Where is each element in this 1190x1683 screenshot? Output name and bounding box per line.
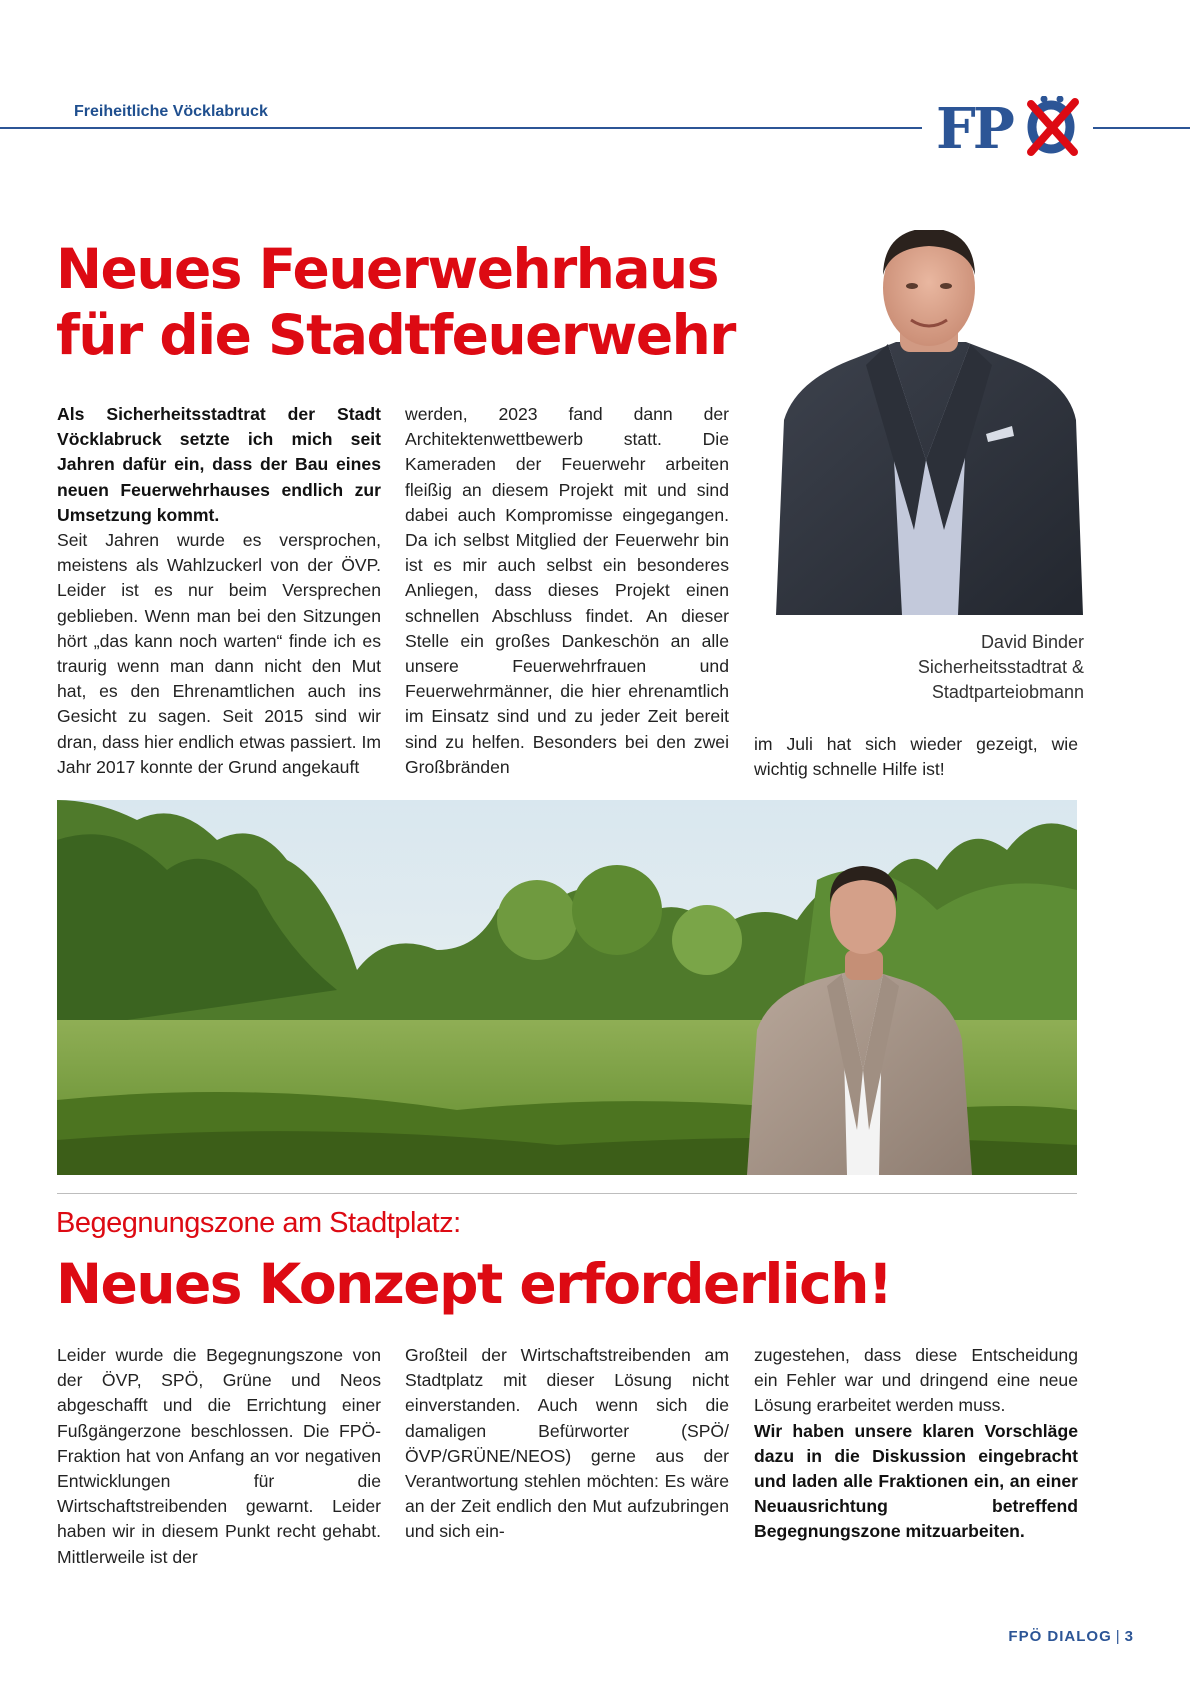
- portrait-photo: [776, 230, 1083, 615]
- footer-separator: |: [1115, 1628, 1121, 1645]
- article-column-3-text: zugestehen, dass diese Entscheidung ein Fehler war und dringend eine neue Lösung erarbeitet werden muss.: [754, 1345, 1078, 1416]
- logo-letters: FP: [936, 96, 1012, 158]
- header-rule-right: [1093, 127, 1190, 129]
- article-closing-bold: Wir haben unsere klaren Vorschläge dazu in die Diskussion eingebracht und laden alle Fraktionen ein, an einer Neuausrichtung betreffend Begegnungszone mitzuarbeiten.: [754, 1420, 1078, 1542]
- footer-label: FPÖ DIALOG: [1008, 1628, 1112, 1645]
- site-photo: [57, 800, 1077, 1175]
- article-title: Neues Konzept erforderlich!: [56, 1252, 892, 1316]
- article-column-1-text: Leider wurde die Begegnungszone von der ÖVP, SPÖ, Grüne und Neos abgeschafft und die Errichtung einer Fußgängerzone beschlossen. Die FPÖ-Fraktion hat von Anfang an vor negativen Entwicklungen für die Wirtschaftstreibenden gewarnt. Leider haben wir in diesem Punkt recht gehabt. Mittlerweile ist der: [57, 1345, 381, 1567]
- article-column-2-text: werden, 2023 fand dann der Architektenwettbewerb statt. Die Kameraden der Feuerwehr arbeiten fleißig an diesem Projekt mit und sind dabei auch Kompromisse eingegangen. Da ich selbst Mitglied der Feuerwehr bin ist es mir auch selbst ein besonderes Anliegen, dass dieses Projekt einen schnellen Abschluss findet. An dieser Stelle ein großes Dankeschön an alle unsere Feuerwehrfrauen und Feuerwehrmänner, die hier ehrenamtlich im Einsatz sind und zu jeder Zeit bereit sind zu helfen. Besonders bei den zwei Großbränden: [405, 404, 729, 777]
- article-column-1: [57, 1343, 381, 1570]
- article-lead: Als Sicherheitsstadtrat der Stadt Vöcklabruck setzte ich mich seit Jahren dafür ein, dass der Bau eines neuen Feuerwehrhauses endlich zur Umsetzung kommt.: [57, 404, 381, 525]
- article-column-2: [405, 402, 729, 780]
- article-column-3: [754, 1343, 1078, 1545]
- article-column-3: [754, 732, 1078, 782]
- portrait-caption: [860, 630, 1084, 705]
- caption-role-1: Sicherheitsstadtrat &: [917, 657, 1084, 677]
- article-column-1-text: Seit Jahren wurde es versprochen, meistens als Wahlzuckerl von der ÖVP. Leider ist es nur beim Versprechen geblieben. Wenn man bei den Sitzungen hört „das kann noch warten“ finde ich es traurig wenn man dann nicht den Mut hat, es den Ehrenamtlichen auch ins Gesicht zu sagen. Seit 2015 sind wir dran, dass hier endlich etwas passiert. Im Jahr 2017 konnte der Grund angekauft: [57, 530, 381, 777]
- section-divider: [57, 1193, 1077, 1194]
- article-column-2: [405, 1343, 729, 1545]
- article-title: Neues Feuerwehrhaus für die Stadtfeuerwehr: [56, 237, 735, 367]
- article-column-1: [57, 402, 381, 780]
- article-column-2-text: Großteil der Wirtschaftstreibenden am Stadtplatz mit dieser Lösung nicht einverstanden. Auch wenn sich die damaligen Befürworter (SPÖ/ÖVP/GRÜNE/NEOS) gerne aus der Verantwortung stehlen möchten: Es wäre an der Zeit endlich den Mut aufzubringen und sich ein-: [405, 1345, 729, 1542]
- article-column-3-text: im Juli hat sich wieder gezeigt, wie wichtig schnelle Hilfe ist!: [754, 734, 1078, 780]
- publisher-name: Freiheitliche Vöcklabruck: [74, 103, 268, 120]
- article-kicker: Begegnungszone am Stadtplatz:: [56, 1207, 461, 1239]
- header-rule-left: [0, 127, 922, 129]
- page-number: 3: [1124, 1628, 1134, 1645]
- caption-name: David Binder: [980, 632, 1084, 652]
- page-footer: [1008, 1628, 1134, 1645]
- caption-role-2: Stadtparteiobmann: [931, 682, 1084, 702]
- fpoe-logo: [936, 96, 1086, 158]
